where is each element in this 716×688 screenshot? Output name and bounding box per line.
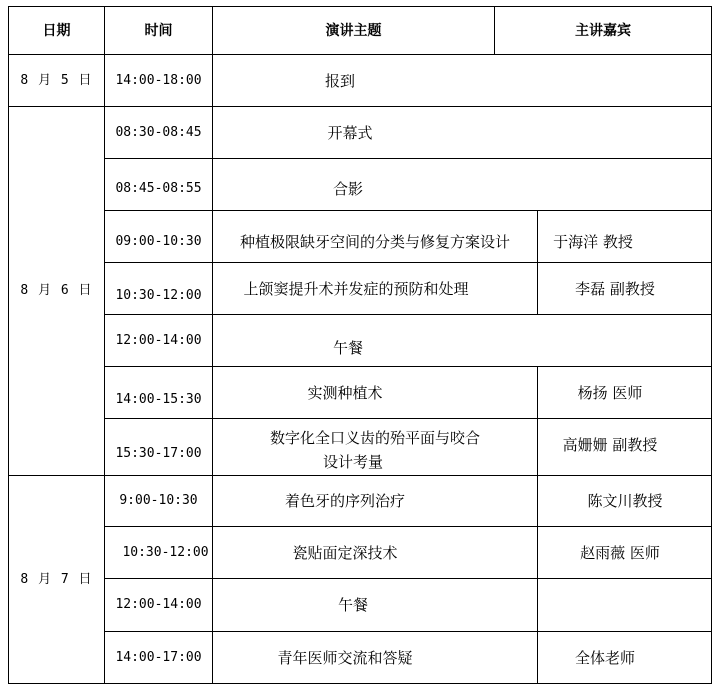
header-date: 日期	[42, 22, 71, 39]
time-cell: 09:00-10:30	[115, 234, 202, 249]
row-divider	[104, 158, 712, 159]
time-cell: 08:30-08:45	[115, 124, 202, 140]
topic-cell-line2: 设计考量	[322, 453, 383, 471]
topic-cell-line1: 数字化全口义齿的殆平面与咬合	[269, 429, 480, 447]
table-border-bottom	[8, 683, 712, 684]
time-cell: 08:45-08:55	[115, 180, 202, 196]
time-cell: 12:00-14:00	[115, 332, 202, 348]
date-cell: 8 月 7 日	[20, 571, 93, 587]
topic-cell: 上颌窦提升术并发症的预防和处理	[243, 280, 469, 298]
topic-cell: 午餐	[337, 596, 368, 614]
topic-cell: 着色牙的序列治疗	[284, 492, 405, 510]
speaker-cell: 李磊 副教授	[575, 280, 655, 298]
time-cell: 14:00-15:30	[115, 392, 202, 407]
topic-cell: 瓷贴面定深技术	[292, 543, 398, 562]
time-cell: 14:00-18:00	[115, 72, 202, 88]
topic-cell: 开幕式	[327, 123, 373, 142]
speaker-cell: 全体老师	[574, 648, 635, 667]
speaker-cell: 赵雨薇 医师	[580, 543, 660, 562]
time-cell: 12:00-14:00	[115, 597, 202, 612]
topic-cell: 青年医师交流和答疑	[277, 648, 413, 667]
speaker-cell: 于海洋 教授	[553, 233, 633, 251]
topic-cell: 种植极限缺牙空间的分类与修复方案设计	[239, 233, 510, 251]
date-cell: 8 月 6 日	[20, 283, 93, 298]
topic-cell: 报到	[325, 71, 356, 90]
time-cell: 9:00-10:30	[119, 493, 198, 508]
topic-cell: 午餐	[332, 338, 363, 357]
header-speaker: 主讲嘉宾	[575, 22, 631, 39]
speaker-cell: 杨扬 医师	[577, 384, 643, 402]
header-time: 时间	[144, 22, 173, 39]
time-cell: 10:30-12:00	[122, 544, 209, 560]
time-cell: 10:30-12:00	[115, 288, 202, 303]
speaker-cell: 高姗姗 副教授	[562, 436, 658, 454]
header-topic: 演讲主题	[325, 22, 382, 39]
col-divider	[537, 366, 538, 683]
topic-cell: 合影	[332, 179, 363, 198]
table-border-right	[711, 6, 712, 684]
time-cell: 14:00-17:00	[115, 649, 202, 665]
topic-cell: 实测种植术	[307, 384, 383, 402]
time-cell: 15:30-17:00	[115, 446, 202, 461]
date-cell: 8 月 5 日	[20, 72, 93, 88]
speaker-cell: 陈文川教授	[587, 492, 663, 510]
